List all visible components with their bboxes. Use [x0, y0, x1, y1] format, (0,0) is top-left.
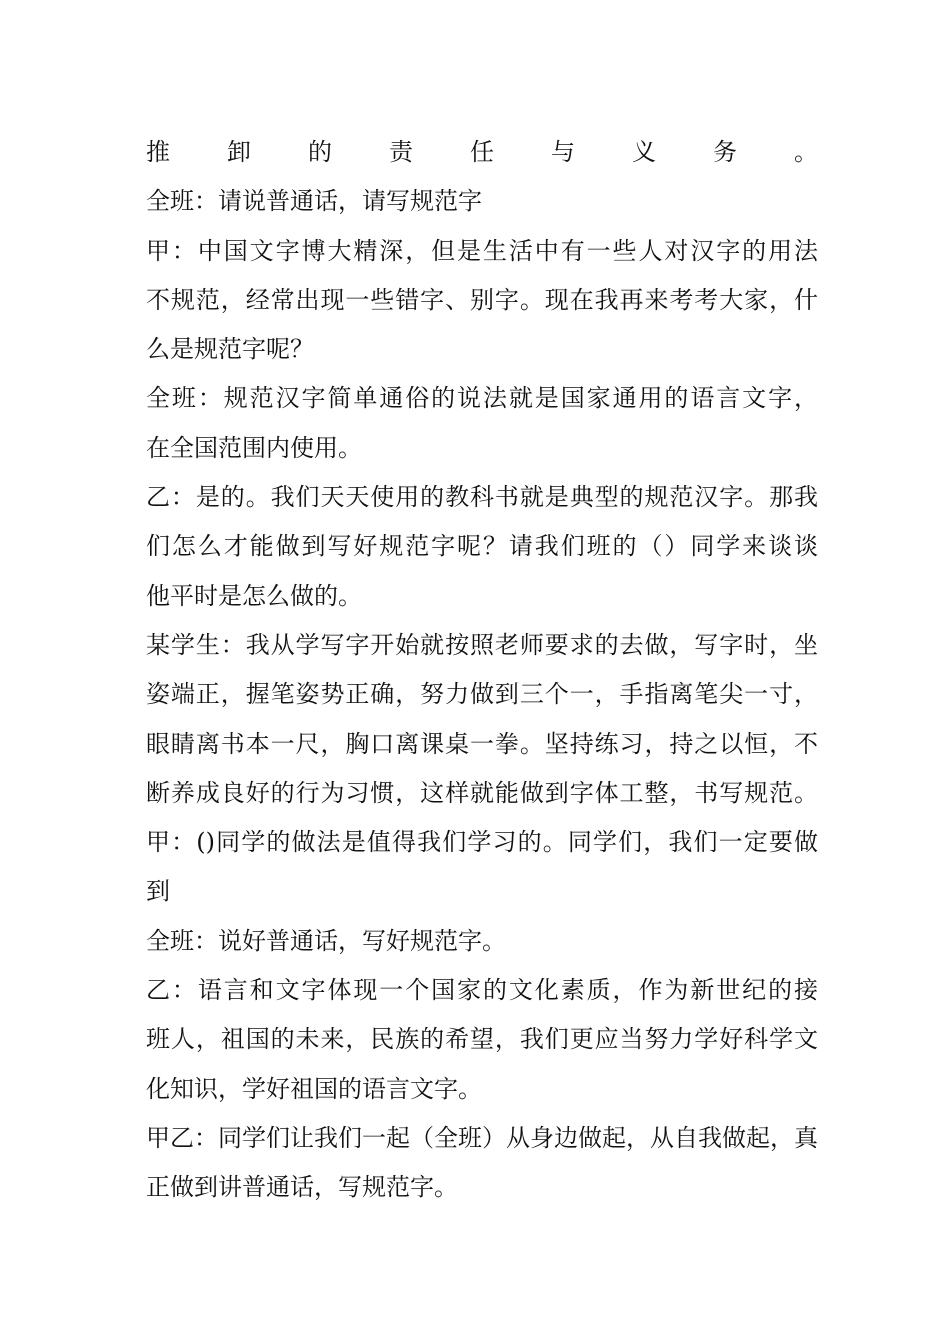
- text-line: 不规范，经常出现一些错字、别字。现在我再来考考大家，什: [146, 285, 818, 314]
- text-line: 甲：中国文字博大精深，但是生活中有一些人对汉字的用法: [146, 236, 818, 265]
- text-line: 甲乙：同学们让我们一起（全班）从身边做起，从自我做起，真: [146, 1123, 818, 1152]
- document-body: [146, 128, 818, 1213]
- text-line: 全班：请说普通话，请写规范字: [146, 187, 482, 216]
- text-line: 甲：()同学的做法是值得我们学习的。同学们，我们一定要做: [146, 828, 818, 857]
- text-line: 他平时是怎么做的。: [146, 581, 362, 610]
- text-line: 班人，祖国的未来，民族的希望，我们更应当努力学好科学文: [146, 1025, 818, 1054]
- text-line: 眼睛离书本一尺，胸口离课桌一拳。坚持练习，持之以恒，不: [146, 729, 818, 758]
- text-line: 在全国范围内使用。: [146, 433, 362, 462]
- text-line: 么是规范字呢？: [146, 335, 314, 364]
- text-line: 乙：是的。我们天天使用的教科书就是典型的规范汉字。那我: [146, 483, 818, 512]
- text-line: 某学生：我从学写字开始就按照老师要求的去做，写字时，坐: [146, 630, 818, 659]
- text-line: 姿端正，握笔姿势正确，努力做到三个一，手指离笔尖一寸，: [146, 680, 818, 709]
- text-line: 推卸的责任与义务。: [146, 138, 818, 166]
- text-line: 全班：说好普通话，写好规范字。: [146, 926, 506, 955]
- text-line: 们怎么才能做到写好规范字呢？请我们班的（）同学来谈谈: [146, 532, 818, 561]
- text-line: 乙：语言和文字体现一个国家的文化素质，作为新世纪的接: [146, 976, 818, 1005]
- text-line: 化知识，学好祖国的语言文字。: [146, 1074, 482, 1103]
- text-line: 到: [146, 877, 170, 906]
- text-line: 全班：规范汉字简单通俗的说法就是国家通用的语言文字，: [146, 384, 818, 413]
- text-line: 正做到讲普通话，写规范字。: [146, 1173, 458, 1202]
- text-line: 断养成良好的行为习惯，这样就能做到字体工整，书写规范。: [146, 778, 818, 807]
